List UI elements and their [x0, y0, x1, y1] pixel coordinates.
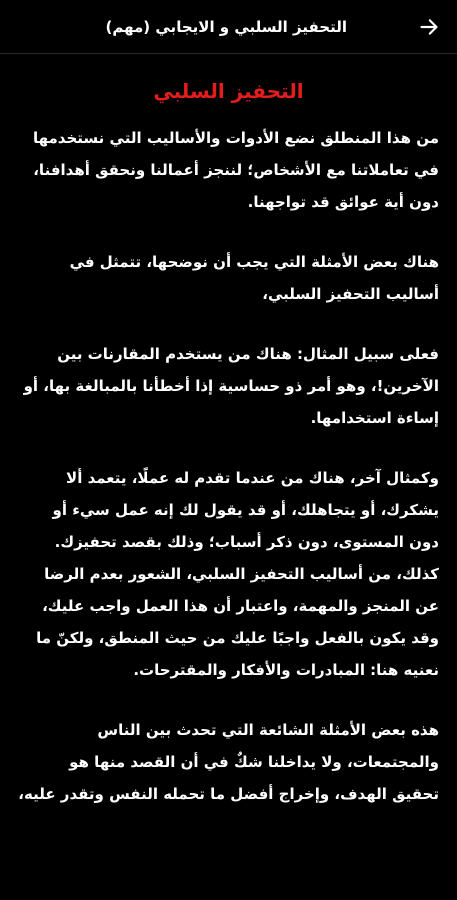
section-heading: التحفيز السلبي [153, 79, 304, 103]
page-title: التحفيز السلبي و الايجابي (مهم) [105, 18, 347, 36]
article-paragraph: من هذا المنطلق نضع الأدوات والأساليب التي نستخدمها في تعاملاتنا مع الأشخاص؛ لننجز أعمالنا ونحقق أهدافنا، دون أية عوائق قد تواجهنا. [32, 129, 439, 211]
article-paragraph: هناك بعض الأمثلة التي يجب أن نوضحها، تتمثل في أساليب التحفيز السلبي، [69, 253, 439, 303]
article-content [0, 54, 457, 900]
article-paragraph: فعلى سبيل المثال: هناك من يستخدم المقارنات بين الآخرين!، وهو أمر ذو حساسية إذا أخطأنا بالمبالغة بها، أو إساءة استخدامها. [23, 345, 439, 427]
article-paragraph: هذه بعض الأمثلة الشائعة التي تحدث بين الناس والمجتمعات، ولا يداخلنا شكٌ في أن القصد منها هو تحقيق الهدف، وإخراج أفضل ما تحمله النفس وتقدر عليه، [18, 721, 439, 803]
article-paragraph: وكمثال آخر، هناك من عندما تقدم له عملًا، يتعمد ألا يشكرك، أو يتجاهلك، أو قد يقول لك إنه عمل سيء أو دون المستوى، دون ذكر أسباب؛ وذلك بقصد تحفيزك. كذلك، من أساليب التحفيز السلبي، الشعور بعدم الرضا عن المنجز والمهمة، واعتبار أن هذا العمل واجب عليك، وقد يكون بالفعل واجبًا عليك من حيث المنطق، ولكنّ ما نعنيه هنا: المبادرات والأفكار والمقترحات. [36, 469, 439, 679]
back-button[interactable] [411, 9, 447, 45]
arrow-right-icon [419, 17, 439, 37]
app-bar [0, 0, 457, 54]
